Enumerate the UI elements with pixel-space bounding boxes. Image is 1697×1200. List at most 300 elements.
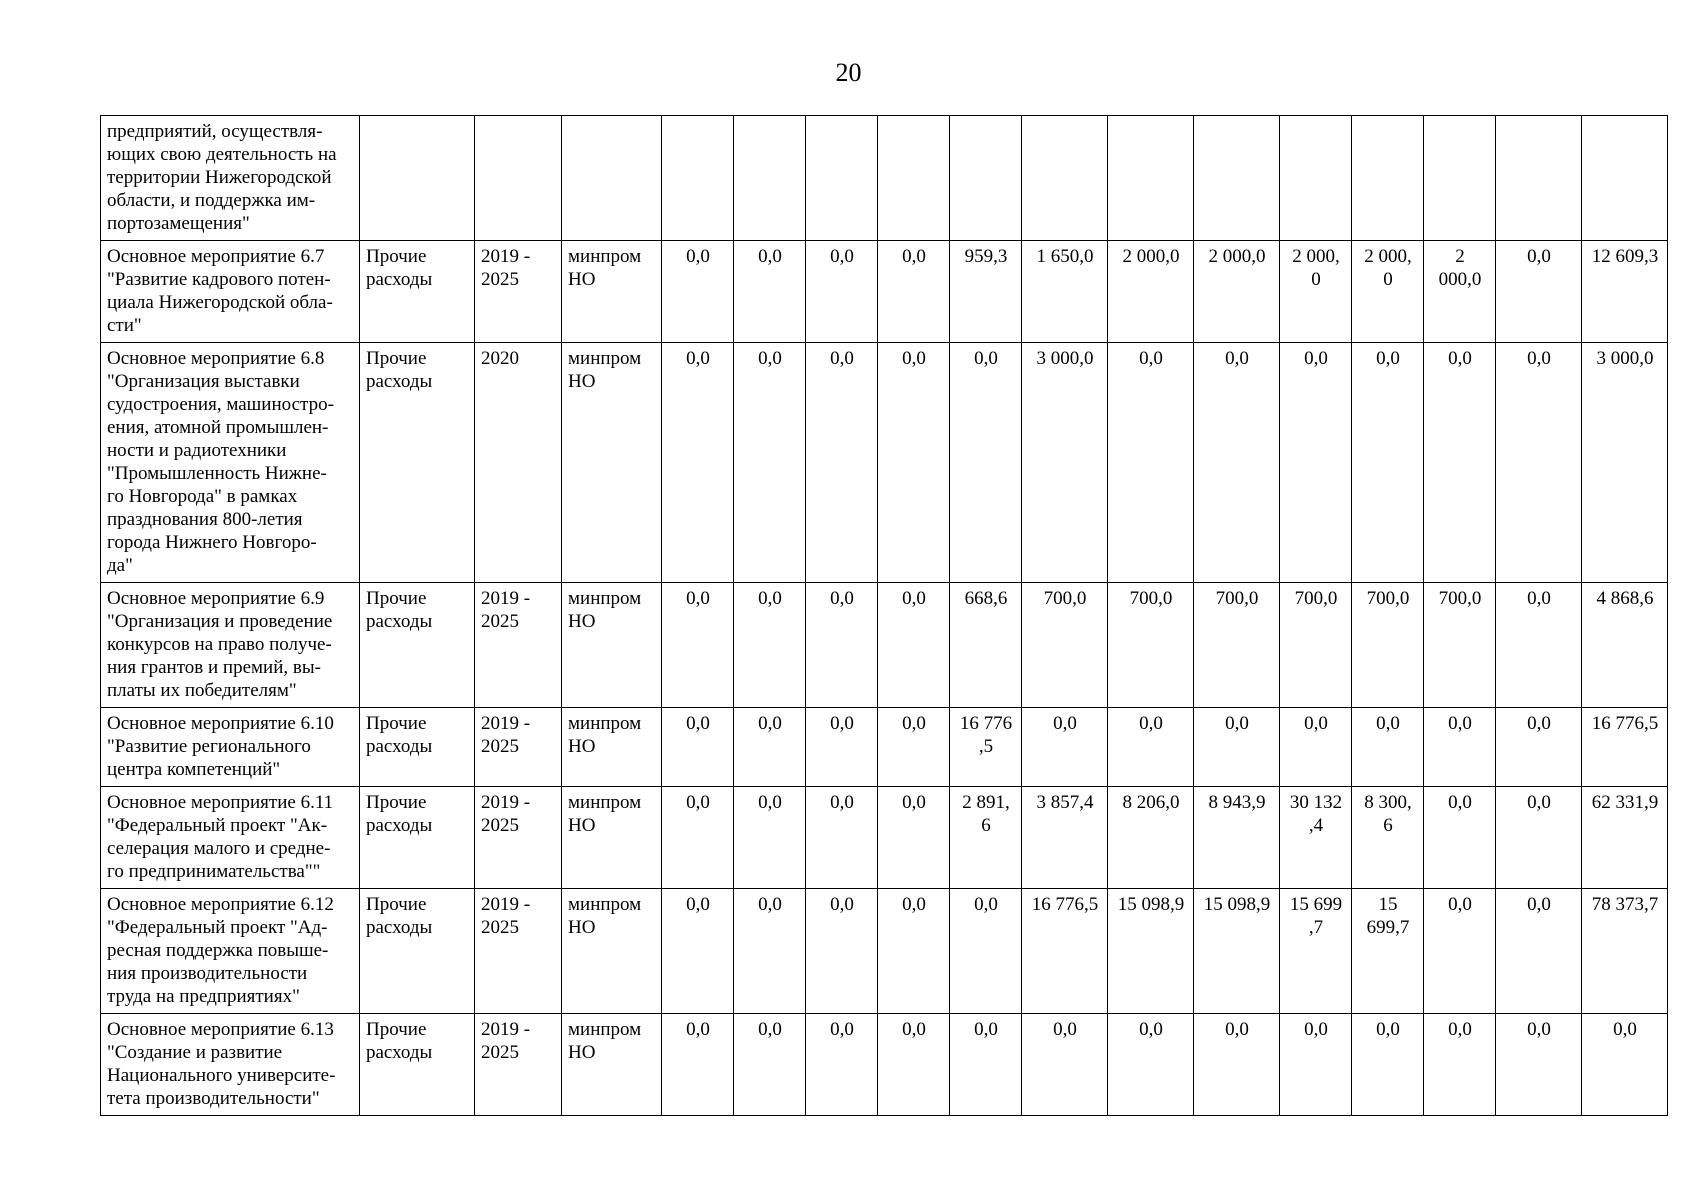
expense-type-cell-line: Прочие xyxy=(366,792,427,813)
value-cell-line: 0,0 xyxy=(1527,1019,1551,1040)
value-cell-line: 0,0 xyxy=(830,588,854,609)
value-cell xyxy=(878,708,950,787)
value-cell-line: 0,0 xyxy=(830,348,854,369)
expense-type-cell xyxy=(360,889,475,1014)
value-cell-line: 0,0 xyxy=(1304,348,1328,369)
executor-cell-line: НО xyxy=(568,371,596,392)
expense-type-cell-line: Прочие xyxy=(366,894,427,915)
value-cell xyxy=(1352,241,1424,343)
value-cell-line: 2 000,0 xyxy=(1208,246,1266,267)
value-cell-line: 15 098,9 xyxy=(1203,894,1271,915)
value-cell-line: 78 373,7 xyxy=(1591,894,1659,915)
value-cell xyxy=(1582,343,1668,583)
event-name-cell xyxy=(101,241,360,343)
event-name-cell-line: Основное мероприятие 6.7 xyxy=(107,246,325,267)
value-cell-line: 0,0 xyxy=(902,246,926,267)
years-cell xyxy=(475,583,562,708)
value-cell xyxy=(1496,787,1582,889)
value-cell xyxy=(1582,787,1668,889)
value-cell-line: 0,0 xyxy=(1225,1019,1249,1040)
value-cell-line: ,5 xyxy=(978,736,994,757)
value-cell xyxy=(1496,1014,1582,1116)
value-cell-line: 0,0 xyxy=(1139,348,1163,369)
value-cell xyxy=(806,343,878,583)
value-cell xyxy=(1108,1014,1194,1116)
value-cell-line: 0,0 xyxy=(1139,1019,1163,1040)
expense-type-cell-line: расходы xyxy=(366,815,433,836)
value-cell-line: 16 776 xyxy=(959,713,1013,734)
value-cell-line: 0,0 xyxy=(686,246,710,267)
value-cell xyxy=(1108,787,1194,889)
value-cell xyxy=(662,787,734,889)
value-cell-line: 0,0 xyxy=(1448,1019,1472,1040)
value-cell-line: 3 000,0 xyxy=(1036,348,1094,369)
value-cell-line: 12 609,3 xyxy=(1591,246,1659,267)
event-name-cell-line: "Создание и развитие xyxy=(107,1042,283,1063)
value-cell xyxy=(806,889,878,1014)
value-cell-line: 700,0 xyxy=(1215,588,1259,609)
years-cell-line: 2019 - xyxy=(481,792,531,813)
value-cell xyxy=(950,787,1022,889)
value-cell-line: 0,0 xyxy=(1053,713,1077,734)
value-cell-line: 0,0 xyxy=(1304,713,1328,734)
executor-cell-line: НО xyxy=(568,1042,596,1063)
value-cell xyxy=(806,583,878,708)
value-cell xyxy=(1280,889,1352,1014)
years-cell xyxy=(475,708,562,787)
event-name-cell-line: ния производительности xyxy=(107,963,308,984)
event-name-cell-line: ения, атомной промышлен- xyxy=(107,417,329,438)
executor-cell xyxy=(562,583,662,708)
value-cell xyxy=(1582,241,1668,343)
value-cell-line: 0,0 xyxy=(1225,348,1249,369)
value-cell-line: 0,0 xyxy=(758,348,782,369)
value-cell-line: 0,0 xyxy=(1613,1019,1637,1040)
years-cell-line: 2019 - xyxy=(481,588,531,609)
value-cell-line: 0,0 xyxy=(830,894,854,915)
value-cell xyxy=(1352,889,1424,1014)
value-cell-line: 0,0 xyxy=(902,348,926,369)
value-cell-line: 4 868,6 xyxy=(1596,588,1654,609)
value-cell xyxy=(1352,708,1424,787)
value-cell-line: 62 331,9 xyxy=(1591,792,1659,813)
executor-cell xyxy=(562,708,662,787)
value-cell xyxy=(1022,116,1108,241)
expense-type-cell xyxy=(360,787,475,889)
value-cell xyxy=(1022,343,1108,583)
value-cell xyxy=(1194,787,1280,889)
event-name-cell-line: да" xyxy=(107,555,133,576)
value-cell-line: 0,0 xyxy=(1448,713,1472,734)
expense-type-cell-line: расходы xyxy=(366,917,433,938)
value-cell xyxy=(662,343,734,583)
value-cell xyxy=(1108,708,1194,787)
table-row xyxy=(101,889,1668,1014)
value-cell xyxy=(662,1014,734,1116)
value-cell-line: 0,0 xyxy=(686,588,710,609)
value-cell xyxy=(878,583,950,708)
event-name-cell-line: Основное мероприятие 6.11 xyxy=(107,792,334,813)
executor-cell-line: НО xyxy=(568,815,596,836)
expense-type-cell-line: Прочие xyxy=(366,246,427,267)
years-cell-line: 2019 - xyxy=(481,1019,531,1040)
value-cell-line: 6 xyxy=(1383,815,1393,836)
event-name-cell-line: платы их победителям" xyxy=(107,680,297,701)
event-name-cell xyxy=(101,343,360,583)
value-cell-line: 0 xyxy=(1383,269,1393,290)
years-cell xyxy=(475,1014,562,1116)
years-cell xyxy=(475,787,562,889)
budget-table xyxy=(100,115,1668,1116)
value-cell-line: 700,0 xyxy=(1129,588,1173,609)
table-row xyxy=(101,787,1668,889)
value-cell xyxy=(878,116,950,241)
value-cell-line: 2 xyxy=(1455,246,1465,267)
value-cell-line: 700,0 xyxy=(1438,588,1482,609)
table-row xyxy=(101,583,1668,708)
value-cell xyxy=(1108,116,1194,241)
value-cell-line: 0,0 xyxy=(902,588,926,609)
value-cell xyxy=(1352,343,1424,583)
event-name-cell xyxy=(101,583,360,708)
value-cell xyxy=(1108,583,1194,708)
event-name-cell-line: города Нижнего Новгоро- xyxy=(107,532,317,553)
value-cell xyxy=(950,116,1022,241)
value-cell xyxy=(734,116,806,241)
event-name-cell-line: ния грантов и премий, вы- xyxy=(107,657,321,678)
value-cell-line: 0,0 xyxy=(1448,894,1472,915)
value-cell-line: 0,0 xyxy=(974,348,998,369)
value-cell xyxy=(1194,889,1280,1014)
event-name-cell-line: территории Нижегородской xyxy=(107,167,332,188)
value-cell xyxy=(950,241,1022,343)
years-cell-line: 2020 xyxy=(481,348,519,369)
event-name-cell-line: "Промышленность Нижне- xyxy=(107,463,327,484)
value-cell-line: 0,0 xyxy=(974,894,998,915)
value-cell xyxy=(1424,343,1496,583)
expense-type-cell-line: расходы xyxy=(366,611,433,632)
value-cell xyxy=(1424,787,1496,889)
expense-type-cell-line: расходы xyxy=(366,736,433,757)
value-cell-line: 2 891, xyxy=(962,792,1010,813)
value-cell xyxy=(950,583,1022,708)
years-cell-line: 2025 xyxy=(481,815,519,836)
expense-type-cell xyxy=(360,708,475,787)
value-cell-line: 30 132 xyxy=(1289,792,1343,813)
table-row xyxy=(101,1014,1668,1116)
value-cell xyxy=(1582,1014,1668,1116)
years-cell xyxy=(475,116,562,241)
value-cell xyxy=(662,889,734,1014)
expense-type-cell-line: Прочие xyxy=(366,588,427,609)
value-cell-line: 0,0 xyxy=(1053,1019,1077,1040)
value-cell-line: 700,0 xyxy=(1043,588,1087,609)
value-cell xyxy=(806,241,878,343)
event-name-cell-line: сти" xyxy=(107,315,142,336)
value-cell-line: 668,6 xyxy=(964,588,1008,609)
event-name-cell-line: предприятий, осуществля- xyxy=(107,121,323,142)
value-cell xyxy=(1352,583,1424,708)
value-cell xyxy=(1280,116,1352,241)
executor-cell-line: НО xyxy=(568,736,596,757)
value-cell-line: 0,0 xyxy=(686,348,710,369)
value-cell-line: 0,0 xyxy=(758,246,782,267)
value-cell xyxy=(1280,241,1352,343)
value-cell xyxy=(1352,116,1424,241)
value-cell xyxy=(1194,241,1280,343)
years-cell-line: 2025 xyxy=(481,1042,519,1063)
years-cell-line: 2019 - xyxy=(481,894,531,915)
value-cell-line: 15 xyxy=(1378,894,1398,915)
event-name-cell xyxy=(101,116,360,241)
value-cell xyxy=(734,708,806,787)
years-cell xyxy=(475,343,562,583)
executor-cell xyxy=(562,889,662,1014)
value-cell xyxy=(1496,583,1582,708)
event-name-cell-line: Основное мероприятие 6.9 xyxy=(107,588,325,609)
event-name-cell-line: центра компетенций" xyxy=(107,759,281,780)
event-name-cell-line: празднования 800-летия xyxy=(107,509,303,530)
value-cell xyxy=(806,787,878,889)
expense-type-cell-line: Прочие xyxy=(366,348,427,369)
value-cell-line: 0,0 xyxy=(902,894,926,915)
value-cell-line: 0,0 xyxy=(686,792,710,813)
value-cell-line: 8 206,0 xyxy=(1122,792,1180,813)
value-cell xyxy=(1582,708,1668,787)
value-cell xyxy=(878,241,950,343)
executor-cell-line: минпром xyxy=(568,894,642,915)
value-cell-line: 0,0 xyxy=(1448,348,1472,369)
event-name-cell-line: Основное мероприятие 6.8 xyxy=(107,348,325,369)
value-cell-line: 16 776,5 xyxy=(1591,713,1659,734)
value-cell-line: 0,0 xyxy=(1304,1019,1328,1040)
value-cell-line: 0,0 xyxy=(1376,348,1400,369)
value-cell-line: 0,0 xyxy=(974,1019,998,1040)
value-cell xyxy=(1582,116,1668,241)
years-cell-line: 2025 xyxy=(481,611,519,632)
expense-type-cell xyxy=(360,1014,475,1116)
executor-cell-line: НО xyxy=(568,611,596,632)
value-cell xyxy=(950,343,1022,583)
value-cell-line: 0,0 xyxy=(758,792,782,813)
years-cell xyxy=(475,889,562,1014)
value-cell xyxy=(1496,343,1582,583)
value-cell-line: 0,0 xyxy=(902,792,926,813)
value-cell xyxy=(1280,583,1352,708)
value-cell xyxy=(662,583,734,708)
page-number: 20 xyxy=(835,58,862,87)
value-cell-line: 3 857,4 xyxy=(1036,792,1094,813)
value-cell-line: 000,0 xyxy=(1438,269,1482,290)
value-cell-line: 0,0 xyxy=(830,792,854,813)
executor-cell xyxy=(562,787,662,889)
value-cell xyxy=(1108,889,1194,1014)
value-cell xyxy=(662,116,734,241)
value-cell-line: 0,0 xyxy=(830,246,854,267)
event-name-cell-line: портозамещения" xyxy=(107,213,250,234)
event-name-cell-line: ресная поддержка повыше- xyxy=(107,940,329,961)
value-cell-line: 0,0 xyxy=(1527,588,1551,609)
executor-cell-line: минпром xyxy=(568,588,642,609)
executor-cell xyxy=(562,116,662,241)
executor-cell-line: НО xyxy=(568,269,596,290)
event-name-cell-line: го Новгорода" в рамках xyxy=(107,486,298,507)
event-name-cell-line: селерация малого и средне- xyxy=(107,838,331,859)
expense-type-cell-line: расходы xyxy=(366,1042,433,1063)
event-name-cell xyxy=(101,708,360,787)
table-row xyxy=(101,241,1668,343)
value-cell xyxy=(662,241,734,343)
value-cell-line: 0,0 xyxy=(1139,713,1163,734)
value-cell-line: 0,0 xyxy=(686,894,710,915)
value-cell xyxy=(1280,1014,1352,1116)
expense-type-cell xyxy=(360,116,475,241)
event-name-cell-line: конкурсов на право получе- xyxy=(107,634,332,655)
event-name-cell-line: "Организация и проведение xyxy=(107,611,333,632)
value-cell-line: 15 098,9 xyxy=(1117,894,1185,915)
value-cell xyxy=(1022,241,1108,343)
value-cell-line: 0,0 xyxy=(830,713,854,734)
value-cell-line: 0,0 xyxy=(686,1019,710,1040)
value-cell xyxy=(662,708,734,787)
expense-type-cell-line: расходы xyxy=(366,371,433,392)
value-cell-line: 15 699 xyxy=(1289,894,1343,915)
event-name-cell-line: тета производительности" xyxy=(107,1088,320,1109)
value-cell-line: 0,0 xyxy=(1376,1019,1400,1040)
value-cell xyxy=(1496,241,1582,343)
value-cell-line: 700,0 xyxy=(1294,588,1338,609)
value-cell xyxy=(950,889,1022,1014)
value-cell xyxy=(1022,583,1108,708)
value-cell xyxy=(1280,343,1352,583)
table-body xyxy=(101,116,1668,1116)
years-cell-line: 2019 - xyxy=(481,246,531,267)
expense-type-cell-line: Прочие xyxy=(366,1019,427,1040)
value-cell-line: 2 000,0 xyxy=(1122,246,1180,267)
value-cell-line: 0,0 xyxy=(758,894,782,915)
value-cell xyxy=(1496,116,1582,241)
value-cell xyxy=(1194,116,1280,241)
value-cell-line: 16 776,5 xyxy=(1031,894,1099,915)
event-name-cell xyxy=(101,787,360,889)
value-cell xyxy=(1280,787,1352,889)
value-cell-line: 3 000,0 xyxy=(1596,348,1654,369)
value-cell-line: 699,7 xyxy=(1366,917,1410,938)
value-cell xyxy=(1022,787,1108,889)
value-cell xyxy=(1424,116,1496,241)
value-cell xyxy=(734,343,806,583)
value-cell xyxy=(806,1014,878,1116)
value-cell-line: 1 650,0 xyxy=(1036,246,1094,267)
value-cell xyxy=(734,787,806,889)
value-cell-line: 700,0 xyxy=(1366,588,1410,609)
value-cell xyxy=(1108,241,1194,343)
years-cell xyxy=(475,241,562,343)
value-cell-line: 0,0 xyxy=(1527,246,1551,267)
value-cell xyxy=(1352,787,1424,889)
value-cell xyxy=(734,583,806,708)
value-cell-line: 959,3 xyxy=(964,246,1008,267)
value-cell xyxy=(806,708,878,787)
value-cell xyxy=(1424,1014,1496,1116)
value-cell xyxy=(734,1014,806,1116)
table-row xyxy=(101,116,1668,241)
event-name-cell-line: ности и радиотехники xyxy=(107,440,287,461)
value-cell xyxy=(1194,1014,1280,1116)
value-cell xyxy=(878,343,950,583)
value-cell xyxy=(878,889,950,1014)
value-cell-line: 0,0 xyxy=(1527,348,1551,369)
value-cell xyxy=(1022,708,1108,787)
executor-cell-line: минпром xyxy=(568,713,642,734)
event-name-cell-line: Основное мероприятие 6.13 xyxy=(107,1019,334,1040)
value-cell xyxy=(1194,583,1280,708)
value-cell-line: 0,0 xyxy=(1376,713,1400,734)
value-cell-line: 0,0 xyxy=(1225,713,1249,734)
event-name-cell-line: Основное мероприятие 6.10 xyxy=(107,713,334,734)
years-cell-line: 2025 xyxy=(481,269,519,290)
value-cell xyxy=(734,241,806,343)
event-name-cell-line: циала Нижегородской обла- xyxy=(107,292,333,313)
years-cell-line: 2025 xyxy=(481,917,519,938)
event-name-cell-line: труда на предприятиях" xyxy=(107,986,300,1007)
executor-cell-line: минпром xyxy=(568,1019,642,1040)
value-cell-line: 0,0 xyxy=(686,713,710,734)
value-cell-line: 8 300, xyxy=(1364,792,1412,813)
value-cell xyxy=(1280,708,1352,787)
value-cell-line: 0,0 xyxy=(758,588,782,609)
value-cell-line: 2 000, xyxy=(1292,246,1340,267)
value-cell-line: 0,0 xyxy=(1527,792,1551,813)
value-cell-line: 0,0 xyxy=(902,1019,926,1040)
value-cell xyxy=(1582,583,1668,708)
value-cell-line: 0,0 xyxy=(758,713,782,734)
value-cell xyxy=(878,1014,950,1116)
event-name-cell-line: судостроения, машиностро- xyxy=(107,394,334,415)
expense-type-cell xyxy=(360,241,475,343)
value-cell xyxy=(1022,889,1108,1014)
executor-cell xyxy=(562,1014,662,1116)
executor-cell-line: НО xyxy=(568,917,596,938)
event-name-cell-line: Национального университе- xyxy=(107,1065,336,1086)
value-cell-line: 0,0 xyxy=(1527,713,1551,734)
value-cell-line: ,4 xyxy=(1308,815,1324,836)
expense-type-cell-line: Прочие xyxy=(366,713,427,734)
value-cell xyxy=(1108,343,1194,583)
event-name-cell xyxy=(101,889,360,1014)
value-cell xyxy=(1582,889,1668,1014)
value-cell xyxy=(1424,708,1496,787)
expense-type-cell xyxy=(360,583,475,708)
table-row xyxy=(101,708,1668,787)
value-cell xyxy=(1424,241,1496,343)
event-name-cell-line: "Федеральный проект "Ак- xyxy=(107,815,328,836)
value-cell xyxy=(734,889,806,1014)
value-cell-line: 0,0 xyxy=(1527,894,1551,915)
event-name-cell-line: го предпринимательства"" xyxy=(107,861,321,882)
expense-type-cell-line: расходы xyxy=(366,269,433,290)
value-cell xyxy=(1424,583,1496,708)
event-name-cell-line: "Федеральный проект "Ад- xyxy=(107,917,328,938)
expense-type-cell xyxy=(360,343,475,583)
event-name-cell-line: "Развитие кадрового потен- xyxy=(107,269,331,290)
executor-cell xyxy=(562,343,662,583)
value-cell-line: 6 xyxy=(981,815,991,836)
value-cell-line: 2 000, xyxy=(1364,246,1412,267)
event-name-cell-line: области, и поддержка им- xyxy=(107,190,316,211)
value-cell xyxy=(1496,889,1582,1014)
executor-cell-line: минпром xyxy=(568,246,642,267)
